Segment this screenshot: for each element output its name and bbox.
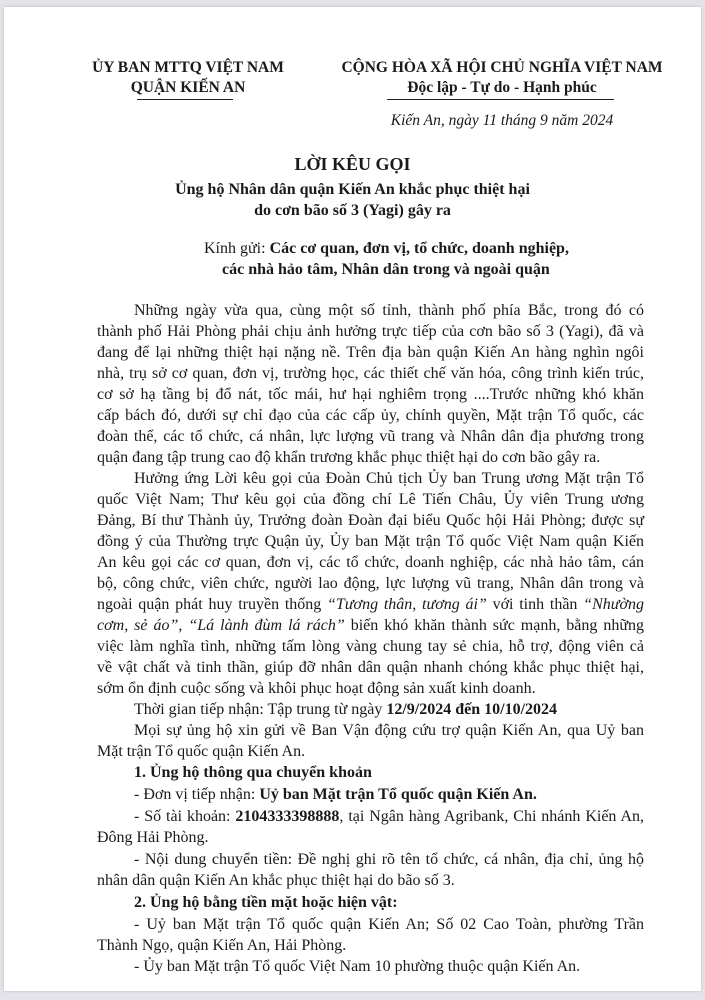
section1-recipient (134, 784, 644, 805)
para1-line: Những ngày vừa qua, cùng một số tỉnh, thành phố phía Bắc, trong đó có (134, 302, 644, 319)
document-page (4, 7, 701, 991)
para1-line: cơ sở hạ tầng bị đổ nát, tốc mái, hư hại nghiêm trọng ....Trước những khó khăn (97, 386, 644, 403)
para2-line: bộ, công chức, viên chức, người lao động, lực lượng vũ trang, Nhân dân trong và (97, 575, 644, 592)
quote-la-lanh: “Lá lành đùm lá rách” (188, 617, 345, 634)
text-run: biến khó khăn thành sức mạnh, bằng những (344, 617, 645, 634)
document-subtitle-line1: Ủng hộ Nhân dân quận Kiến An khắc phục thiệt hại (175, 181, 530, 198)
para2-line: quốc Việt Nam; Thư kêu gọi của đồng chí Lê Tiến Châu, Ủy viên Trung ương (97, 491, 644, 508)
para2-line: Đảng, Bí thư Thành ủy, Trưởng đoàn Đoàn đại biểu Quốc hội Hải Phòng; được sự (97, 512, 644, 529)
para2-line: An kêu gọi các cơ quan, đơn vị, các tổ chức, doanh nghiệp, các nhà hảo tâm, cán (97, 554, 644, 571)
section1-heading: 1. Ủng hộ thông qua chuyển khoản (134, 764, 372, 781)
receive-period (134, 699, 644, 720)
para2-line: về vật chất và tinh thần, giúp đỡ nhân dân quận nhanh chóng khắc phục thiệt hại, (97, 659, 644, 676)
issuer-underline (137, 99, 233, 100)
para1-line: đoàn thể, các tổ chức, cá nhân, lực lượng vũ trang và Nhân dân địa phương trong (97, 428, 644, 445)
document-subtitle-line2: do cơn bão số 3 (Yagi) gây ra (254, 202, 451, 219)
para2-line: việc làm nghĩa tình, những tấm lòng vàng chung tay sẻ chia, hỗ trợ, động viên cả (97, 638, 644, 655)
para2-line: đồng ý của Thường trực Quận ủy, Ủy ban Mặt trận Tổ quốc Việt Nam quận Kiến (97, 533, 644, 550)
section1-account-line2: Đông Hải Phòng. (97, 829, 209, 846)
text-run: với tinh thần (486, 596, 584, 613)
issuer-name: ỦY BAN MTTQ VIỆT NAM (92, 59, 284, 76)
para1-line: quận đang tập trung cao độ khẩn trương khắc phục thiệt hại do cơn bão gây ra. (97, 449, 601, 466)
quote-nhuong-com: “Nhường (583, 596, 645, 613)
section2-item1: - Uỷ ban Mặt trận Tổ quốc quận Kiến An; Số 02 Cao Toàn, phường Trần (134, 916, 644, 933)
motto-underline (387, 99, 614, 100)
issuer-district: QUẬN KIẾN AN (130, 79, 246, 96)
para1-line: nhà, trụ sở cơ quan, đơn vị, trường học, các thiết chế văn hóa, công trình kiến trúc, (97, 365, 644, 382)
national-title: CỘNG HÒA XÃ HỘI CHỦ NGHĨA VIỆT NAM (341, 59, 663, 76)
para2-line (97, 615, 644, 636)
account-bank: , tại Ngân hàng Agribank, Chi nhánh Kiến An, (339, 808, 645, 825)
para1-line: thành phố Hải Phòng phải chịu ảnh hưởng trực tiếp của cơn bão số 3 (Yagi), đã và (97, 323, 644, 340)
date-line: Kiến An, ngày 11 tháng 9 năm 2024 (390, 112, 614, 129)
section2-heading: 2. Ủng hộ bằng tiền mặt hoặc hiện vật: (134, 894, 398, 911)
para2-line (97, 594, 644, 615)
para2-line: sớm ổn định cuộc sống và khôi phục hoạt động sản xuất kinh doanh. (97, 680, 536, 697)
para1-line: đang để lại những thiệt hại nặng nề. Trên địa bàn quận Kiến An hàng nghìn ngôi (97, 344, 644, 361)
text-run: ngoài quận phát huy truyền thống (97, 596, 328, 613)
section2-item1-line2: Thành Ngọ, quận Kiến An, Hải Phòng. (97, 937, 347, 954)
send-line: Mọi sự ủng hộ xin gửi về Ban Vận động cứu trợ quận Kiến An, qua Uỷ ban (134, 722, 644, 739)
recipients-value-1: Các cơ quan, đơn vị, tổ chức, doanh nghiệp, (269, 240, 569, 257)
account-number: 2104333398888 (235, 808, 340, 825)
quote-nhuong-com-end: cơm, sẻ áo” (97, 617, 179, 634)
recipient-label: - Đơn vị tiếp nhận: (134, 786, 260, 803)
section1-content-line2: nhân dân quận Kiến An khắc phục thiệt hại do bão số 3. (97, 872, 455, 889)
recipient-value: Uỷ ban Mặt trận Tổ quốc quận Kiến An. (259, 786, 537, 803)
para1-line: cấp bách đó, dưới sự chỉ đạo của các cấp ủy, chính quyền, Mặt trận Tổ quốc, các (97, 407, 644, 424)
text-run: , (178, 617, 189, 634)
section1-content: - Nội dung chuyển tiền: Đề nghị ghi rõ tên tổ chức, cá nhân, địa chỉ, ủng hộ (134, 851, 644, 868)
account-label: - Số tài khoản: (134, 808, 236, 825)
recipients-label: Kính gửi: (204, 240, 270, 257)
period-value: 12/9/2024 đến 10/10/2024 (386, 701, 558, 718)
document-title: LỜI KÊU GỌI (294, 154, 411, 174)
national-motto: Độc lập - Tự do - Hạnh phúc (407, 79, 597, 96)
send-line: Mặt trận Tổ quốc quận Kiến An. (97, 743, 306, 760)
para2-line: Hưởng ứng Lời kêu gọi của Đoàn Chủ tịch Ủy ban Trung ương Mặt trận Tổ (134, 470, 644, 487)
recipients-line2: các nhà hảo tâm, Nhân dân trong và ngoài quận (222, 261, 550, 278)
quote-tuong-than: “Tương thân, tương ái” (327, 596, 487, 613)
recipients-line1 (204, 240, 569, 258)
section2-item2: - Ủy ban Mặt trận Tổ quốc Việt Nam 10 phường thuộc quận Kiến An. (134, 958, 581, 975)
period-label: Thời gian tiếp nhận: Tập trung từ ngày (134, 701, 387, 718)
section1-account (134, 806, 644, 827)
